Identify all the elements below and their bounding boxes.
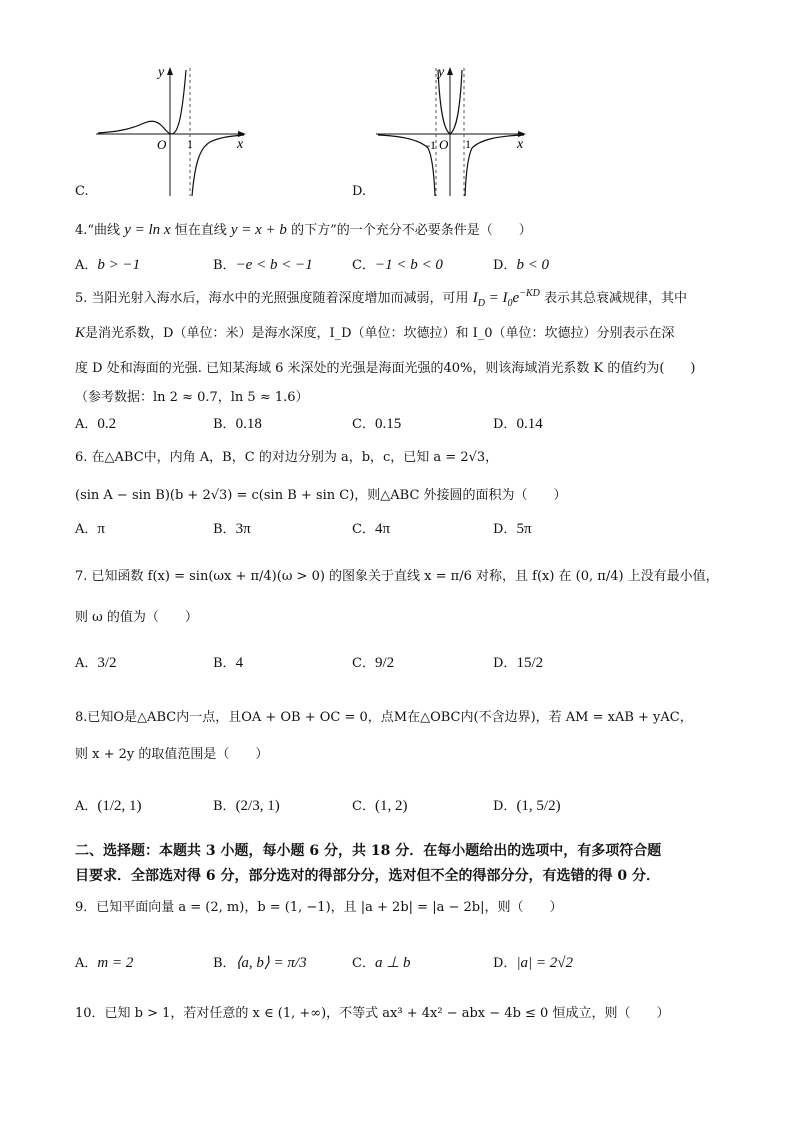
q5-option-a: A．0.2 — [75, 416, 117, 432]
graph-d-curve-right — [465, 135, 524, 196]
q4-line: y = x + b — [230, 222, 287, 238]
q6-option-b: B．3π — [213, 521, 251, 537]
graph-d-tick: 1 — [465, 137, 471, 151]
q8-line-2: 则 x + 2y 的取值范围是（ ） — [75, 747, 269, 762]
q8-option-b: B．(2/3, 1) — [213, 798, 280, 814]
q7-option-a: A．3/2 — [75, 655, 117, 671]
q8-option-c: C．(1, 2) — [352, 798, 408, 814]
graph-c-x-label: x — [237, 137, 244, 152]
q5-option-c: C．0.15 — [352, 416, 402, 432]
q7-option-c: C．9/2 — [352, 655, 395, 671]
q5-line-1: 5. 当阳光射入海水后，海水中的光照强度随着深度增加而减弱，可用 $I_D = I_0e^{-KD}$ 表示其总衰减规律，其中 — [75, 288, 688, 309]
q8-option-d: D．(1, 5/2) — [493, 798, 561, 814]
q6-option-d: D．5π — [493, 521, 532, 537]
q9-option-d: D．|a| = 2√2 — [493, 955, 574, 971]
q9-option-a: A．m = 2 — [75, 955, 134, 971]
q9-line-1: 9．已知平面向量 a = (2, m)，b = (1, −1)，且 |a + 2b| = |a − 2b|，则（ ） — [75, 900, 563, 915]
q5-line-4: （参考数据：ln 2 ≈ 0.7，ln 5 ≈ 1.6） — [75, 390, 309, 405]
graph-c-origin: O — [157, 137, 167, 152]
graph-c-y-label: y — [158, 65, 165, 80]
q9-option-c: C．a ⊥ b — [352, 955, 411, 971]
q5-option-d: D．0.14 — [493, 416, 543, 432]
graph-c-curve-left — [98, 70, 186, 134]
q6-option-c: C．4π — [352, 521, 391, 537]
q4-option-a: A．b > −1 — [75, 257, 141, 273]
q5-line-2: K是消光系数，D（单位：米）是海水深度，I_D（单位：坎德拉）和 I_0（单位：坎德拉）分别表示在深 — [75, 325, 675, 341]
graph-d-y-label: y — [438, 65, 445, 80]
section-2-header-line-1: 二、选择题：本题共 3 小题，每小题 6 分，共 18 分．在每小题给出的选项中，有多项符合题 — [75, 843, 662, 859]
q4-option-c: C．−1 < b < 0 — [352, 257, 443, 273]
q7-option-d: D．15/2 — [493, 655, 544, 671]
q8-option-a: A．(1/2, 1) — [75, 798, 142, 814]
q4-option-b: B．−e < b < −1 — [213, 257, 313, 273]
q6-line-2: (sin A − sin B)(b + 2√3) = c(sin B + sin C)，则△ABC 外接圆的面积为（ ） — [75, 488, 567, 503]
graph-c-tick: 1 — [187, 137, 193, 151]
q5-line-3: 度 D 处和海面的光强. 已知某海域 6 米深处的光强是海面光强的40%，则该海域消光系数 K 的值约为( ) — [75, 361, 696, 376]
graph-d-x-label: x — [517, 137, 524, 152]
q9-option-b: B．⟨a, b⟩ = π/3 — [213, 955, 307, 971]
q7-line-1: 7. 已知函数 f(x) = sin(ωx + π/4)(ω > 0) 的图象关于直线 x = π/6 对称，且 f(x) 在 (0, π/4) 上没有最小值， — [75, 569, 719, 584]
section-2-header-line-2: 目要求．全部选对得 6 分，部分选对的得部分分，选对但不全的得部分分，有选错的得 0 分． — [75, 868, 660, 884]
graph-d-tick-neg: -1 — [426, 138, 436, 152]
q4-stem: 4.“曲线 y = ln x 恒在直线 y = x + b 的下方”的一个充分不必要条件是（ ） — [75, 222, 532, 238]
q6-line-1: 6. 在△ABC中，内角 A，B，C 的对边分别为 a，b，c，已知 a = 2√3， — [75, 450, 499, 465]
graph-c — [94, 62, 254, 198]
graph-d-origin: O — [439, 137, 449, 152]
graph-d — [374, 62, 534, 198]
q4-curve: y = ln x — [124, 222, 171, 238]
q7-option-b: B．4 — [213, 655, 244, 671]
q5-formula: $I_D = I_0e^{-KD}$ — [472, 288, 540, 309]
graph-c-label: C. — [75, 184, 89, 199]
q8-line-1: 8.已知O是△ABC内一点，且OA + OB + OC = 0，点M在△OBC内(不含边界)，若 AM = xAB + yAC， — [75, 710, 693, 725]
q10-line-1: 10．已知 b > 1，若对任意的 x ∈ (1, +∞)，不等式 ax³ + 4x² − abx − 4b ≤ 0 恒成立，则（ ） — [75, 1006, 670, 1021]
q5-option-b: B．0.18 — [213, 416, 262, 432]
q6-option-a: A．π — [75, 521, 105, 537]
q7-line-2: 则 ω 的值为（ ） — [75, 610, 198, 625]
graph-d-label: D. — [352, 184, 367, 199]
q4-option-d: D．b < 0 — [493, 257, 550, 273]
